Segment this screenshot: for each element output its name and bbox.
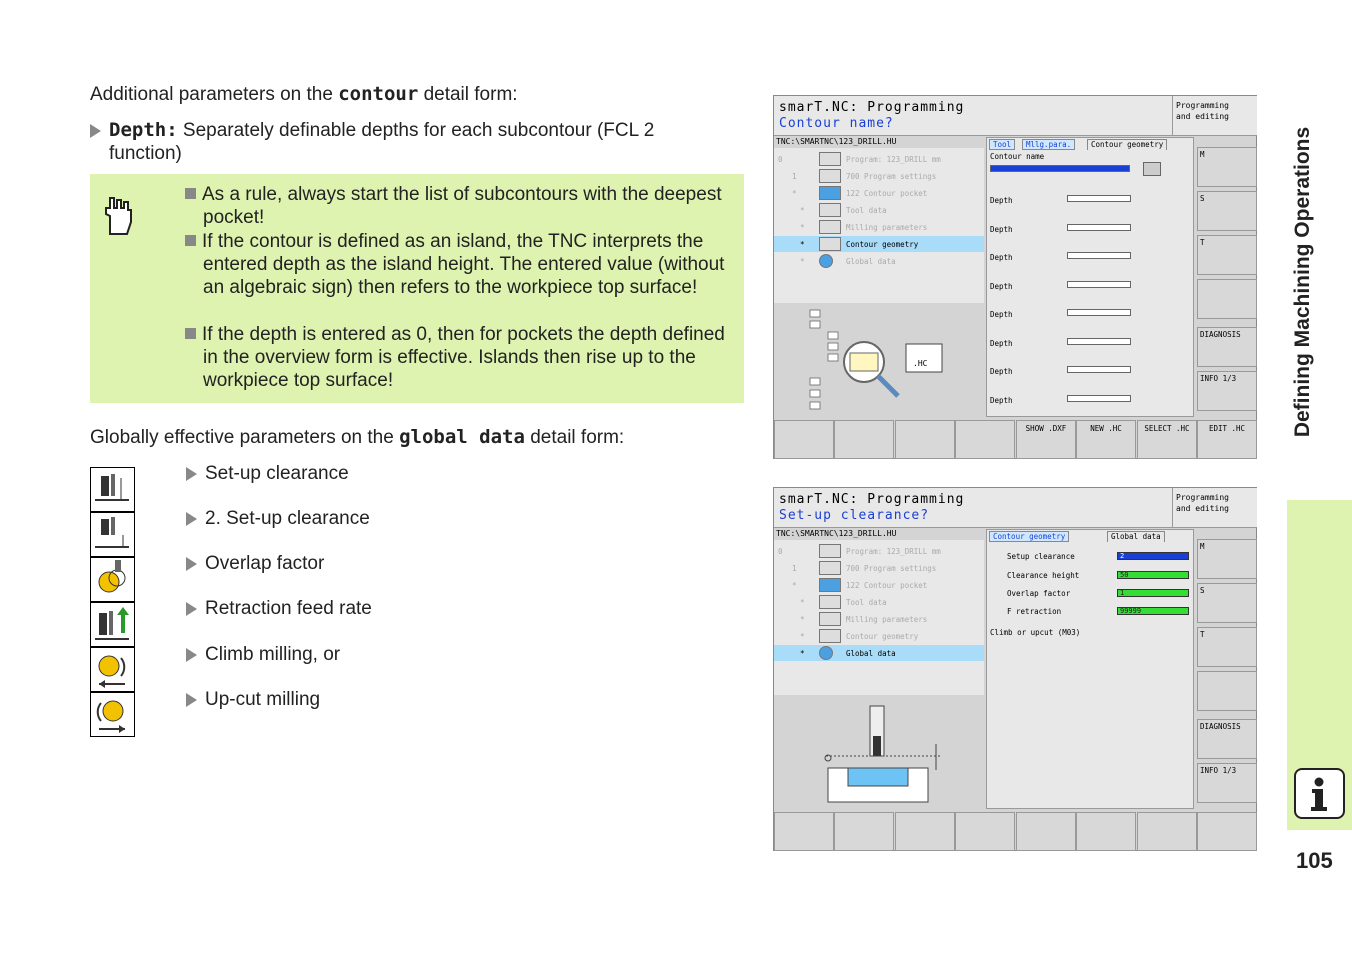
softkey-info[interactable]: INFO 1/3 — [1197, 763, 1257, 803]
softkey-blank[interactable] — [1197, 279, 1257, 319]
bullet-arrow-icon — [186, 557, 197, 571]
vertical-softkeys — [1197, 529, 1257, 809]
softkey-s[interactable]: S — [1197, 583, 1257, 623]
softkey-empty[interactable] — [955, 812, 1015, 851]
tree-row[interactable]: * 122 Contour pocket — [774, 577, 984, 593]
softkey-empty[interactable] — [774, 812, 834, 851]
retraction-feed-icon — [90, 602, 135, 647]
param-item: 2. Set-up clearance — [186, 507, 370, 530]
file-path: TNC:\SMARTNC\123_DRILL.HU — [776, 529, 897, 538]
global-data-form — [986, 529, 1194, 809]
chapter-title: Defining Machining Operations — [1291, 126, 1314, 438]
tree-row-selected[interactable]: * Global data — [774, 645, 984, 661]
note-item: If the depth is entered as 0, then for pockets the depth defined in the overview form is effective. Islands then rise up to the workpiece top surface! — [185, 323, 735, 392]
vertical-softkeys — [1197, 137, 1257, 417]
global-code: global data — [399, 426, 525, 448]
tab-contour-geometry[interactable]: Contour geometry — [1087, 139, 1167, 150]
setup-clearance-preview — [774, 696, 984, 809]
file-path: TNC:\SMARTNC\123_DRILL.HU — [776, 137, 897, 146]
clearance-height-label: Clearance height — [1007, 571, 1080, 580]
hand-note-icon — [102, 194, 136, 236]
tree-row[interactable]: * Contour geometry — [774, 628, 984, 644]
overlap-factor-label: Overlap factor — [1007, 589, 1071, 598]
tree-row[interactable]: * Milling parameters — [774, 219, 984, 235]
softkey-t[interactable]: T — [1197, 627, 1257, 667]
svg-text:.HC: .HC — [913, 359, 928, 368]
depth-field[interactable] — [1067, 195, 1131, 202]
tab-milling-parameters[interactable]: Mllg.para. — [1022, 139, 1075, 150]
bullet-arrow-icon — [186, 602, 197, 616]
clearance-height-field[interactable]: 50 — [1117, 571, 1189, 579]
screenshot-global-data — [773, 487, 1257, 851]
second-setup-clearance-icon — [90, 512, 135, 557]
info-icon — [1294, 768, 1345, 819]
tree-row[interactable]: 0 Program: 123_DRILL mm — [774, 151, 984, 167]
folder-tree-preview-icon — [774, 304, 984, 417]
tree-row[interactable]: * Tool data — [774, 202, 984, 218]
depth-item: Depth: Separately definable depths for each subcontour (FCL 2 function) — [90, 119, 710, 165]
contour-name-field[interactable] — [990, 165, 1130, 172]
depth-field[interactable] — [1067, 309, 1131, 316]
softkey-empty[interactable] — [834, 812, 894, 851]
tab-global-data[interactable]: Global data — [1107, 531, 1165, 542]
softkey-empty[interactable] — [895, 420, 955, 459]
tree-row[interactable]: * Global data — [774, 253, 984, 269]
intro-code: contour — [338, 83, 419, 105]
softkey-new-hc[interactable]: NEW .HC — [1076, 420, 1136, 459]
depth-field[interactable] — [1067, 252, 1131, 259]
softkey-blank[interactable] — [1197, 671, 1257, 711]
note-item: As a rule, always start the list of subcontours with the deepest pocket! — [185, 183, 735, 229]
tree-row[interactable]: 0 Program: 123_DRILL mm — [774, 543, 984, 559]
depth-field[interactable] — [1067, 281, 1131, 288]
param-item: Retraction feed rate — [186, 597, 372, 620]
horizontal-softkeys — [774, 812, 1257, 851]
bullet-arrow-icon — [186, 512, 197, 526]
page-number: 105 — [1296, 848, 1333, 873]
softkey-t[interactable]: T — [1197, 235, 1257, 275]
depth-field[interactable] — [1067, 395, 1131, 402]
setup-clearance-label: Setup clearance — [1007, 552, 1075, 561]
contour-form: Tool Mllg.para. Contour geometry Contour name Depth Depth Depth Depth Depth Depth Depth Depth — [986, 137, 1194, 417]
bullet-arrow-icon — [186, 693, 197, 707]
depth-field[interactable] — [1067, 366, 1131, 373]
softkey-diagnosis[interactable]: DIAGNOSIS — [1197, 327, 1257, 367]
f-retraction-field[interactable]: 99999 — [1117, 607, 1189, 615]
softkey-empty[interactable] — [1137, 812, 1197, 851]
depth-field[interactable] — [1067, 224, 1131, 231]
program-tree[interactable] — [774, 148, 984, 303]
note-item: If the contour is defined as an island, the TNC interprets the entered depth as the island height. The entered value (without an algebraic sign) then refers to the workpiece top surface! — [185, 230, 735, 299]
file-preview — [774, 304, 984, 417]
screen-prompt: Contour name? — [779, 116, 894, 131]
screen-header — [774, 96, 1172, 136]
contour-name-label: Contour name — [990, 152, 1045, 161]
tree-row[interactable]: 1 700 Program settings — [774, 560, 984, 576]
mode-indicator: Programming and editing — [1172, 96, 1257, 136]
softkey-empty[interactable] — [774, 420, 834, 459]
bullet-arrow-icon — [90, 124, 101, 138]
softkey-empty[interactable] — [895, 812, 955, 851]
param-item: Climb milling, or — [186, 643, 340, 666]
param-item: Up-cut milling — [186, 688, 320, 711]
softkey-edit-hc[interactable]: EDIT .HC — [1197, 420, 1257, 459]
note-box — [90, 174, 744, 403]
softkey-m[interactable]: M — [1197, 147, 1257, 187]
upcut-milling-icon — [90, 692, 135, 737]
bullet-arrow-icon — [186, 648, 197, 662]
global-text: Globally effective parameters on the global data detail form: — [90, 426, 625, 448]
screen-title: smarT.NC: Programming — [779, 100, 965, 115]
tree-row[interactable]: * Tool data — [774, 594, 984, 610]
clearance-diagram-icon — [774, 696, 984, 809]
contour-select-button[interactable] — [1143, 162, 1161, 176]
softkey-s[interactable]: S — [1197, 191, 1257, 231]
tree-row-selected[interactable]: * Contour geometry — [774, 236, 984, 252]
screen-header — [774, 488, 1172, 528]
softkey-empty[interactable] — [955, 420, 1015, 459]
softkey-empty[interactable] — [1016, 812, 1076, 851]
screenshot-contour-geometry — [773, 95, 1257, 459]
softkey-select-hc[interactable]: SELECT .HC — [1137, 420, 1197, 459]
mode-indicator: Programming and editing — [1172, 488, 1257, 528]
softkey-diagnosis[interactable]: DIAGNOSIS — [1197, 719, 1257, 759]
climb-milling-icon — [90, 647, 135, 692]
tab-tool[interactable]: Tool — [989, 139, 1015, 150]
f-retraction-label: F retraction — [1007, 607, 1062, 616]
depth-field[interactable] — [1067, 338, 1131, 345]
bullet-arrow-icon — [186, 467, 197, 481]
intro-text: Additional parameters on the contour detail form: — [90, 83, 518, 105]
softkey-show-dxf[interactable]: SHOW .DXF — [1016, 420, 1076, 459]
screen-title: smarT.NC: Programming — [779, 492, 965, 507]
screen-prompt: Set-up clearance? — [779, 508, 930, 523]
tree-row[interactable]: * 122 Contour pocket — [774, 185, 984, 201]
softkey-empty[interactable] — [1076, 812, 1136, 851]
softkey-info[interactable]: INFO 1/3 — [1197, 371, 1257, 411]
setup-clearance-icon — [90, 467, 135, 512]
param-item: Overlap factor — [186, 552, 324, 575]
param-item: Set-up clearance — [186, 462, 349, 485]
softkey-empty[interactable] — [834, 420, 894, 459]
overlap-factor-icon — [90, 557, 135, 602]
horizontal-softkeys — [774, 420, 1257, 459]
tab-contour-geometry[interactable]: Contour geometry — [989, 531, 1069, 542]
softkey-empty[interactable] — [1197, 812, 1257, 851]
softkey-m[interactable]: M — [1197, 539, 1257, 579]
program-tree[interactable] — [774, 540, 984, 695]
climb-upcut-label: Climb or upcut (M03) — [990, 628, 1081, 637]
tree-row[interactable]: 1 700 Program settings — [774, 168, 984, 184]
overlap-factor-field[interactable]: 1 — [1117, 589, 1189, 597]
tree-row[interactable]: * Milling parameters — [774, 611, 984, 627]
setup-clearance-field[interactable]: 2 — [1117, 552, 1189, 560]
